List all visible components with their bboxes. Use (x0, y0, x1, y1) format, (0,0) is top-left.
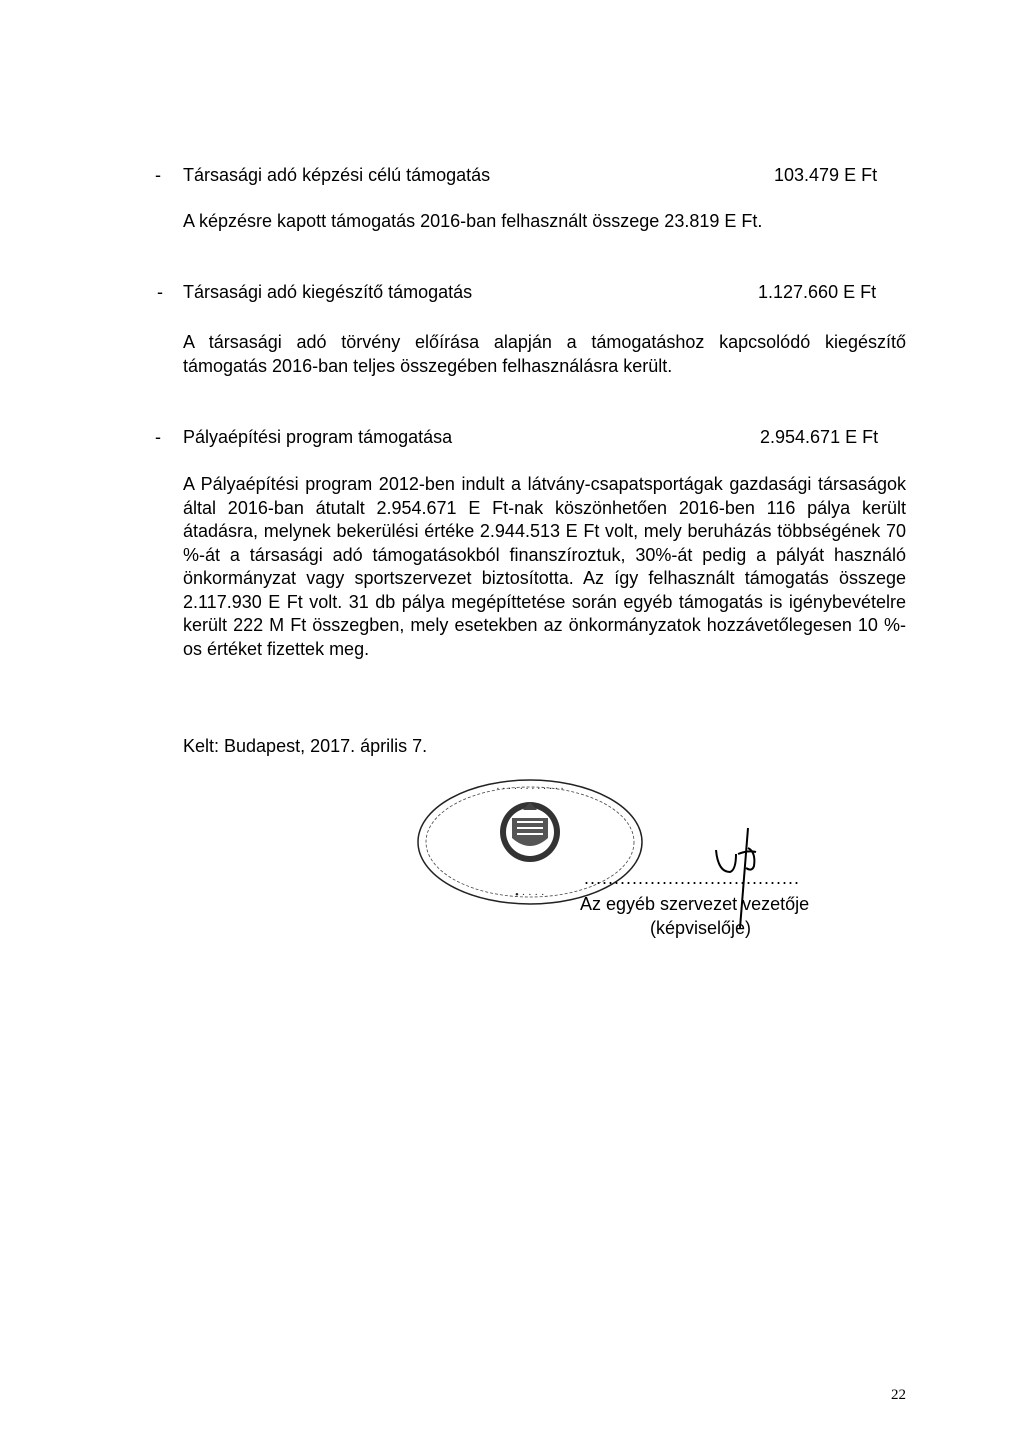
item-3-bullet: - (155, 427, 161, 447)
item-3-paragraph: A Pályaépítési program 2012-ben indult a látvány-csapatsportágak gazdasági társaságok által 2016-ban átutalt 2.954.671 E Ft-nak köszönhetően 2016-ben 116 pálya került átadásra, melynek bekerülési értéke 2.944.513 E Ft volt, mely beruházás többségének 70 %-át a társasági adó támogatásokból finanszíroztuk, 30%-át pedig a pályát használó önkormányzat vagy sportszervezet biztosította. Az így felhasznált támogatás összege 2.117.930 E Ft volt. 31 db pálya megépíttetése során egyéb támogatás is igénybevételre került 222 M Ft összegben, mely esetekben az önkormányzatok hozzávetőlegesen 10 %-os értéket fizettek meg. (183, 474, 906, 659)
item-3-amount: 2.954.671 E Ft (760, 427, 879, 447)
item-1-label: Társasági adó képzési célú támogatás (183, 165, 491, 185)
item-2-bullet: - (157, 282, 163, 302)
signatory-title-line-1: Az egyéb szervezet vezetője (580, 894, 810, 914)
svg-text:· · · · · · · · · · · ·: · · · · · · · · · · · · (496, 784, 564, 795)
svg-text:• · · · ·: • · · · · (515, 889, 545, 901)
item-2-paragraph: A társasági adó törvény előírása alapján a támogatáshoz kapcsolódó kiegészítő támogatás 2016-ban teljes összegében felhasználásra került. (183, 332, 906, 376)
signatory-title-line-2: (képviselője) (650, 918, 752, 938)
item-3-label: Pályaépítési program támogatása (183, 427, 453, 447)
signature-dotted-line: .................................... (584, 868, 801, 888)
item-1-amount: 103.479 E Ft (774, 165, 878, 185)
page-number: 22 (891, 1387, 906, 1403)
item-2-label: Társasági adó kiegészítő támogatás (183, 282, 473, 302)
item-1-bullet: - (155, 165, 161, 185)
item-1-paragraph: A képzésre kapott támogatás 2016-ban felhasznált összege 23.819 E Ft. (183, 211, 763, 231)
date-line: Kelt: Budapest, 2017. április 7. (183, 736, 428, 756)
item-2-amount: 1.127.660 E Ft (758, 282, 877, 302)
